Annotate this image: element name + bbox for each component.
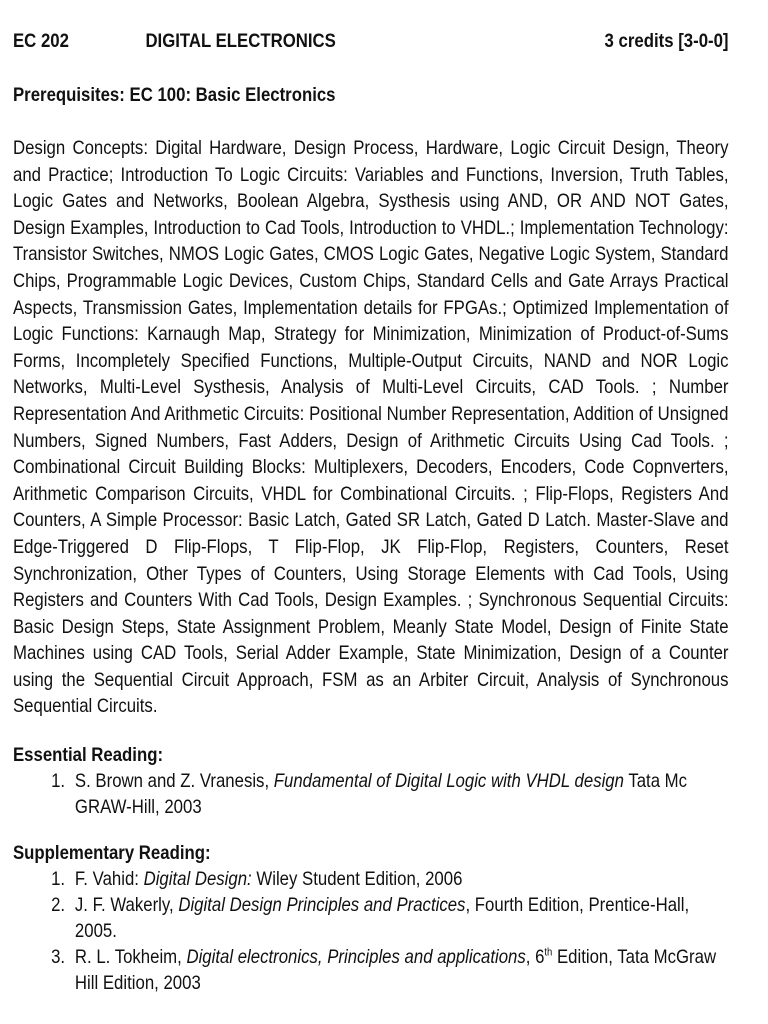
syllabus-text: Design Concepts: Digital Hardware, Design Process, Hardware, Logic Circuit Design, Theory and Practice; Introduction To Logic Circuits: Variables and Functions, Inversion, Truth Tables, Logic Gates and Networks, Boolean Algebra, Systhesis using AND, OR AND NOT Gates, Design Examples, Introduction to Cad Tools, Introduction to VHDL.; Implementation Technology: Transistor Switches, NMOS Logic Gates, CMOS Logic Gates, Negative Logic System, Standard Chips, Programmable Logic Devices, Custom Chips, Standard Cells and Gate Arrays Practical Aspects, Transmission Gates, Implementation details for FPGAs.; Optimized Implementation of Logic Functions: Karnaugh Map, Strategy for Minimization, Minimization of Product-of-Sums Forms, Incompletely Specified Functions, Multiple-Output Circuits, NAND and NOR Logic Networks, Multi-Level Systhesis, Analysis of Multi-Level Circuits, CAD Tools. ; Number Representation And Arithmetic Circuits: Positional Number Representation, Addition of Unsigned Numbers, Signed Numbers, Fast Adders, Design of Arithmetic Circuits Using Cad Tools. ; Combinational Circuit Building Blocks: Multiplexers, Decoders, Encoders, Code Copnverters, Arithmetic Comparison Circuits, VHDL for Combinational Circuits. ; Flip-Flops, Registers And Counters, A Simple Processor: Basic Latch, Gated SR Latch, Gated D Latch. Master-Slave and Edge-Triggered D Flip-Flops, T Flip-Flop, JK Flip-Flop, Registers, Counters, Reset Synchronization, Other Types of Counters, Using Storage Elements with Cad Tools, Using Registers and Counters With Cad Tools, Design Examples. ; Synchronous Sequential Circuits: Basic Design Steps, State Assignment Problem, Meanly State Model, Design of Finite State Machines using CAD Tools, Serial Adder Example, State Minimization, Design of a Counter using the Sequential Circuit Approach, FSM as an Arbiter Circuit, Analysis of Synchronous Sequential Circuits. <box>13 137 729 718</box>
supplementary-reading <box>13 840 729 996</box>
reading-authors: J. F. Wakerly, <box>74 894 179 917</box>
course-header <box>13 30 729 56</box>
essential-reading-heading: Essential Reading: <box>13 744 164 767</box>
reading-publisher: , Fourth Edition, Prentice-Hall, 2005. <box>74 894 690 943</box>
reading-publisher: Edition, Tata McGraw Hill Edition, 2003 <box>74 946 717 995</box>
reading-item <box>70 892 729 944</box>
course-code: EC 202 <box>13 30 69 52</box>
reading-authors: F. Vahid: <box>74 868 144 891</box>
prerequisites: Prerequisites: EC 100: Basic Electronics <box>13 84 336 106</box>
reading-title: Digital Design Principles and Practices <box>178 894 466 917</box>
reading-title: Digital electronics, Principles and applications <box>186 946 526 969</box>
edition-superscript: th <box>544 946 553 959</box>
essential-reading-list <box>13 768 729 820</box>
course-credits: 3 credits [3-0-0] <box>604 30 729 52</box>
reading-publisher: Tata Mc GRAW-Hill, 2003 <box>74 770 688 819</box>
reading-item <box>70 768 729 820</box>
course-title: DIGITAL ELECTRONICS <box>145 30 336 52</box>
essential-reading <box>13 742 729 820</box>
reading-authors: S. Brown and Z. Vranesis, <box>74 770 274 793</box>
supplementary-reading-heading: Supplementary Reading: <box>13 842 211 865</box>
supplementary-reading-list <box>13 866 729 996</box>
reading-edition: , 6 <box>525 946 545 969</box>
reading-authors: R. L. Tokheim, <box>74 946 187 969</box>
reading-item <box>70 866 729 892</box>
reading-publisher: Wiley Student Edition, 2006 <box>251 868 463 891</box>
reading-item <box>70 944 729 996</box>
reading-title: Digital Design: <box>143 868 252 891</box>
reading-title: Fundamental of Digital Logic with VHDL design <box>273 770 624 793</box>
